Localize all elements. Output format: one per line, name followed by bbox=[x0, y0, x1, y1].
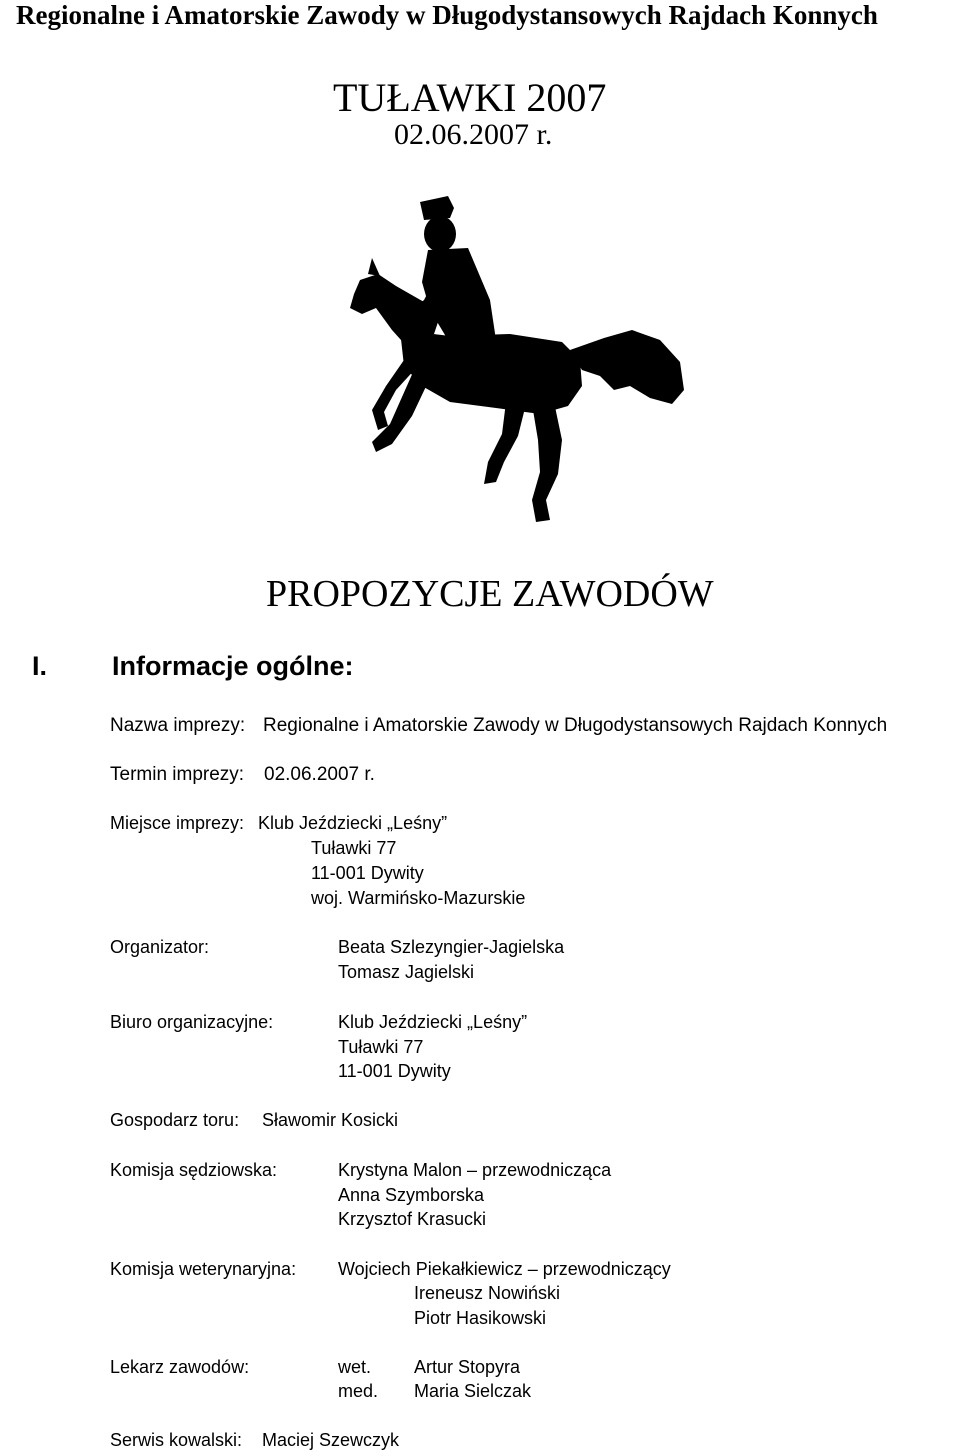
section-title: Informacje ogólne: bbox=[112, 651, 354, 681]
nazwa-value: Regionalne i Amatorskie Zawody w Długodystansowych Rajdach Konnych bbox=[263, 715, 888, 736]
sedziowska-label: Komisja sędziowska: bbox=[110, 1160, 278, 1180]
miejsce-line: 11-001 Dywity bbox=[311, 863, 424, 883]
lekarz-name: Artur Stopyra bbox=[414, 1357, 521, 1377]
weterynaryjna-label: Komisja weterynaryjna: bbox=[110, 1259, 297, 1279]
event-date: 02.06.2007 r. bbox=[394, 118, 553, 151]
biuro-line: 11-001 Dywity bbox=[338, 1061, 451, 1081]
organizator-line: Tomasz Jagielski bbox=[338, 962, 475, 982]
gospodarz-value: Sławomir Kosicki bbox=[262, 1110, 399, 1130]
biuro-line: Klub Jeździecki „Leśny” bbox=[338, 1012, 528, 1032]
miejsce-line: Klub Jeździecki „Leśny” bbox=[258, 813, 448, 833]
serwis-value: Maciej Szewczyk bbox=[262, 1430, 400, 1450]
miejsce-line: woj. Warmińsko-Mazurskie bbox=[311, 888, 526, 908]
nazwa-label: Nazwa imprezy: bbox=[110, 715, 246, 736]
lekarz-label: Lekarz zawodów: bbox=[110, 1357, 250, 1377]
sedziowska-line: Krystyna Malon – przewodnicząca bbox=[338, 1160, 612, 1180]
organizator-label: Organizator: bbox=[110, 937, 210, 957]
biuro-line: Tuławki 77 bbox=[338, 1037, 424, 1057]
header-title: Regionalne i Amatorskie Zawody w Długodystansowych Rajdach Konnych bbox=[16, 0, 878, 30]
weterynaryjna-line: Wojciech Piekałkiewicz – przewodniczący bbox=[338, 1259, 671, 1279]
miejsce-label: Miejsce imprezy: bbox=[110, 813, 245, 833]
lekarz-prefix: med. bbox=[338, 1381, 379, 1401]
horse-rider-icon bbox=[300, 190, 690, 535]
event-name: TUŁAWKI 2007 bbox=[333, 75, 607, 120]
miejsce-line: Tuławki 77 bbox=[311, 838, 397, 858]
sedziowska-line: Krzysztof Krasucki bbox=[338, 1209, 487, 1229]
termin-label: Termin imprezy: bbox=[110, 764, 245, 785]
document-title: PROPOZYCJE ZAWODÓW bbox=[266, 573, 714, 615]
organizator-line: Beata Szlezyngier-Jagielska bbox=[338, 937, 565, 957]
lekarz-prefix: wet. bbox=[338, 1357, 372, 1377]
section-number: I. bbox=[32, 651, 48, 681]
lekarz-name: Maria Sielczak bbox=[414, 1381, 532, 1401]
weterynaryjna-line: Ireneusz Nowiński bbox=[414, 1283, 561, 1303]
weterynaryjna-line: Piotr Hasikowski bbox=[414, 1308, 547, 1328]
serwis-label: Serwis kowalski: bbox=[110, 1430, 243, 1450]
biuro-label: Biuro organizacyjne: bbox=[110, 1012, 274, 1032]
termin-value: 02.06.2007 r. bbox=[264, 764, 375, 785]
gospodarz-label: Gospodarz toru: bbox=[110, 1110, 240, 1130]
sedziowska-line: Anna Szymborska bbox=[338, 1185, 485, 1205]
